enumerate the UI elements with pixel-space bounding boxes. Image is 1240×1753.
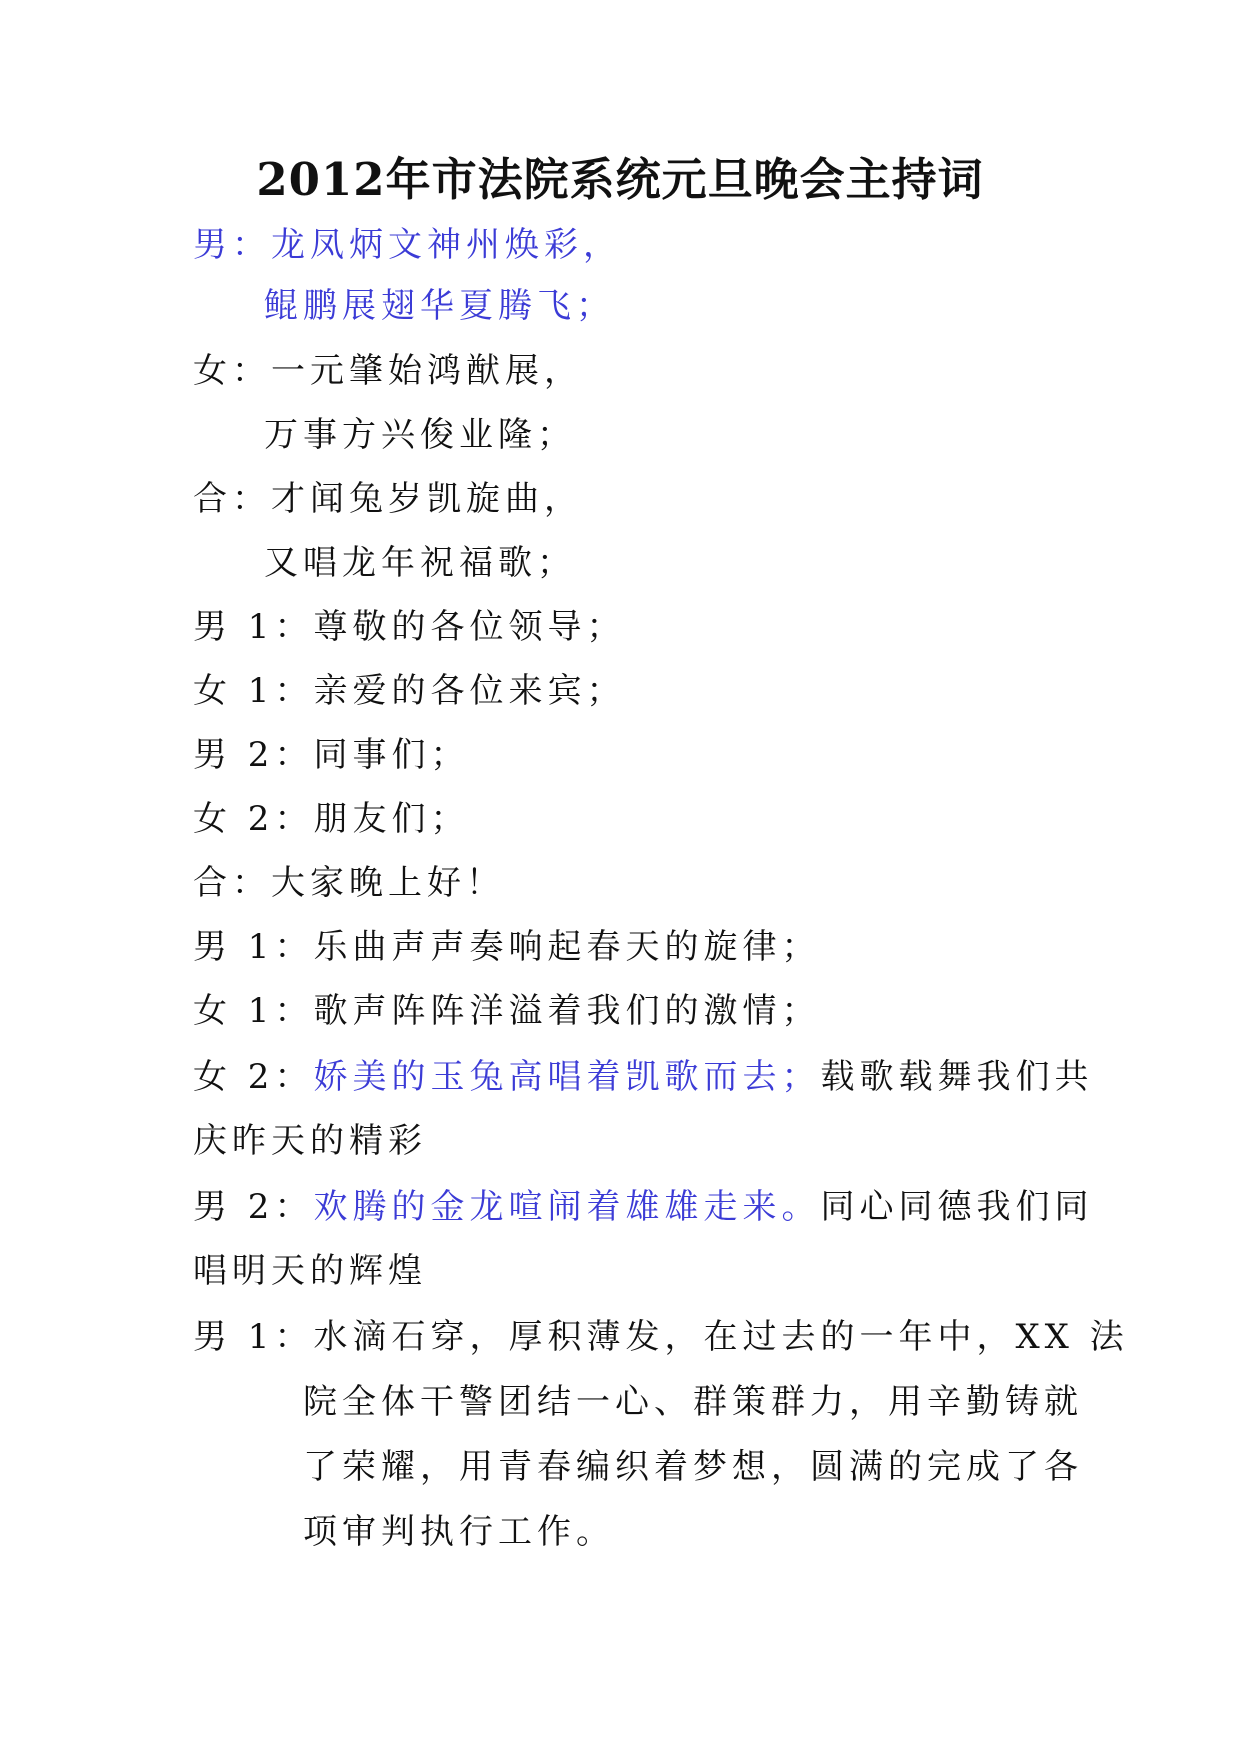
paragraph-line — [303, 1444, 1083, 1490]
paragraph-text: 了荣耀，用青春编织着梦想，圆满的完成了各 — [303, 1447, 1083, 1487]
speaker-label: 男 1： — [193, 1317, 314, 1357]
paragraph-text: 唱明天的辉煌 — [193, 1251, 427, 1291]
dialogue-line — [264, 412, 576, 458]
dialogue-line — [193, 348, 583, 394]
speaker-label: 女 2： — [193, 799, 314, 839]
paragraph-text: 水滴石穿，厚积薄发，在过去的一年中，XX 法 — [313, 1317, 1129, 1357]
speaker-label: 合： — [193, 863, 271, 903]
speaker-label: 男 1： — [193, 607, 314, 647]
line-text: 万事方兴俊业隆； — [264, 415, 576, 455]
speaker-label: 女： — [193, 351, 271, 391]
line-text: 鲲鹏展翅华夏腾飞； — [264, 286, 615, 326]
paragraph-line — [303, 1379, 1083, 1425]
line-text: 朋友们； — [313, 799, 470, 839]
dialogue-line — [193, 732, 469, 778]
dialogue-line — [193, 988, 820, 1034]
dialogue-line — [193, 604, 625, 650]
dialogue-paragraph-continuation — [193, 1248, 427, 1294]
line-text: 一元肇始鸿猷展， — [271, 351, 583, 391]
line-text: 同事们； — [313, 735, 470, 775]
line-text: 尊敬的各位领导； — [313, 607, 626, 647]
speaker-label: 男 2： — [193, 1187, 314, 1227]
dialogue-line — [193, 796, 469, 842]
paragraph-line — [303, 1509, 615, 1555]
dialogue-line — [193, 476, 583, 522]
line-text: 龙凤炳文神州焕彩， — [271, 225, 622, 265]
line-text: 大家晚上好！ — [271, 863, 505, 903]
dialogue-paragraph — [193, 1054, 1093, 1100]
dialogue-line — [193, 860, 505, 906]
dialogue-paragraph — [193, 1314, 1129, 1360]
dialogue-line — [264, 283, 615, 329]
speaker-label: 女 2： — [193, 1057, 314, 1097]
highlighted-text: 欢腾的金龙喧闹着雄雄走来。 — [313, 1187, 821, 1227]
dialogue-paragraph — [193, 1184, 1093, 1230]
highlighted-text: 娇美的玉兔高唱着凯歌而去； — [313, 1057, 821, 1097]
dialogue-line — [193, 924, 820, 970]
speaker-label: 男 1： — [193, 927, 314, 967]
dialogue-line — [193, 668, 625, 714]
dialogue-line — [193, 222, 622, 268]
line-text: 歌声阵阵洋溢着我们的激情； — [313, 991, 821, 1031]
paragraph-text: 庆昨天的精彩 — [193, 1121, 427, 1161]
document-title: 2012年市法院系统元旦晚会主持词 — [256, 153, 984, 206]
speaker-label: 合： — [193, 479, 271, 519]
paragraph-text: 载歌载舞我们共 — [820, 1057, 1094, 1097]
line-text: 乐曲声声奏响起春天的旋律； — [313, 927, 821, 967]
line-text: 才闻兔岁凯旋曲， — [271, 479, 583, 519]
dialogue-paragraph-continuation — [193, 1118, 427, 1164]
paragraph-text: 项审判执行工作。 — [303, 1512, 615, 1552]
line-text: 亲爱的各位来宾； — [313, 671, 626, 711]
line-text: 又唱龙年祝福歌； — [264, 543, 576, 583]
paragraph-text: 同心同德我们同 — [820, 1187, 1094, 1227]
paragraph-text: 院全体干警团结一心、群策群力，用辛勤铸就 — [303, 1382, 1083, 1422]
speaker-label: 男 2： — [193, 735, 314, 775]
speaker-label: 女 1： — [193, 991, 314, 1031]
speaker-label: 男： — [193, 225, 271, 265]
speaker-label: 女 1： — [193, 671, 314, 711]
dialogue-line — [264, 540, 576, 586]
